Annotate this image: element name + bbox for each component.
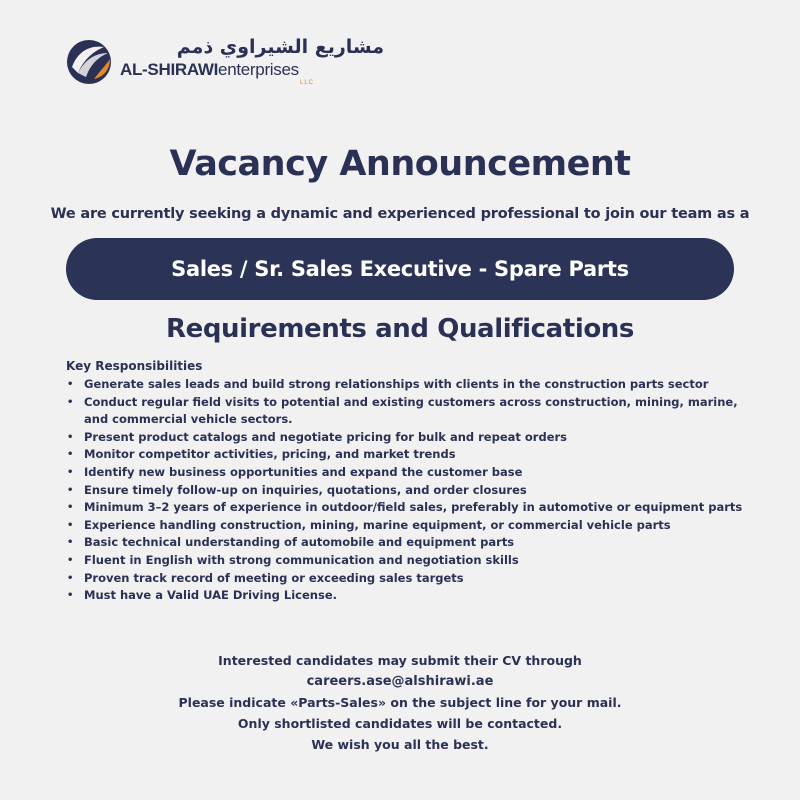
list-item xyxy=(66,587,746,605)
bullet-icon: • xyxy=(67,519,74,531)
bullet-icon: • xyxy=(67,590,74,602)
requirements-heading: Requirements and Qualifications xyxy=(165,314,634,344)
list-item xyxy=(66,429,746,447)
bullet-icon: • xyxy=(67,537,74,549)
bullet-icon: • xyxy=(67,572,74,584)
section-heading: Key Responsibilities xyxy=(66,359,203,373)
subject-instruction-pre: Please indicate xyxy=(178,695,291,710)
logo-brand-bold: AL-SHIRAWI xyxy=(120,60,219,79)
bullet-icon: • xyxy=(67,449,74,461)
careers-email-link[interactable]: careers.ase@alshirawi.ae xyxy=(306,674,494,689)
list-item-text: Fluent in English with strong communication and negotiation skills xyxy=(84,552,519,567)
responsibilities-list xyxy=(66,376,746,605)
logo-brand-name xyxy=(120,60,299,80)
subject-line-value: «Parts-Sales» xyxy=(290,695,387,710)
position-title: Sales / Sr. Sales Executive - Spare Parts xyxy=(171,257,629,281)
list-item xyxy=(66,517,746,535)
subject-instruction-post: on the subject line for your mail. xyxy=(386,695,622,710)
list-item xyxy=(66,534,746,552)
subject-instruction xyxy=(0,692,800,713)
list-item xyxy=(66,552,746,570)
list-item-text: Must have a Valid UAE Driving License. xyxy=(84,588,337,603)
list-item-text: Minimum 3–2 years of experience in outdoor/field sales, preferably in automotive or equipment parts xyxy=(84,500,743,515)
list-item xyxy=(66,464,746,482)
list-item-text: Conduct regular field visits to potential and existing customers across construction, mining, marine, and commercial vehicle sectors. xyxy=(84,394,738,427)
list-item-text: Proven track record of meeting or exceeding sales targets xyxy=(84,570,464,585)
list-item xyxy=(66,376,746,394)
list-item-text: Experience handling construction, mining, marine equipment, or commercial vehicle parts xyxy=(84,517,671,532)
bullet-icon: • xyxy=(67,502,74,514)
bullet-icon: • xyxy=(67,466,74,478)
logo-brand-rest: enterprises xyxy=(218,60,299,79)
contact-intro: Interested candidates may submit their CV through xyxy=(218,653,582,668)
position-banner xyxy=(66,238,734,300)
shortlist-note: Only shortlisted candidates will be contacted. xyxy=(237,716,563,731)
bullet-icon: • xyxy=(67,431,74,443)
list-item xyxy=(66,570,746,588)
closing-note: We wish you all the best. xyxy=(311,737,489,752)
list-item xyxy=(66,446,746,464)
list-item-text: Identify new business opportunities and expand the customer base xyxy=(84,464,523,479)
bullet-icon: • xyxy=(67,396,74,408)
list-item xyxy=(66,499,746,517)
list-item-text: Monitor competitor activities, pricing, and market trends xyxy=(84,447,456,462)
company-logo xyxy=(64,36,384,92)
responsibilities-section xyxy=(66,358,746,605)
contact-section xyxy=(0,650,800,755)
page-title: Vacancy Announcement xyxy=(169,144,631,184)
bullet-icon: • xyxy=(67,554,74,566)
list-item-text: Basic technical understanding of automobile and equipment parts xyxy=(84,535,515,550)
intro-text: We are currently seeking a dynamic and experienced professional to join our team as a xyxy=(50,206,750,222)
list-item xyxy=(66,394,746,429)
list-item xyxy=(66,482,746,500)
bullet-icon: • xyxy=(67,484,74,496)
bullet-icon: • xyxy=(67,379,74,390)
list-item-text: Present product catalogs and negotiate pricing for bulk and repeat orders xyxy=(84,429,568,444)
list-item-text: Generate sales leads and build strong relationships with clients in the construction parts sector xyxy=(84,377,709,391)
company-logo-mark-icon xyxy=(64,37,114,87)
list-item-text: Ensure timely follow-up on inquiries, quotations, and order closures xyxy=(84,482,527,497)
logo-llc: LLC xyxy=(300,80,315,86)
logo-arabic-text: مشاريع الشيراوي ذمم xyxy=(176,36,384,58)
